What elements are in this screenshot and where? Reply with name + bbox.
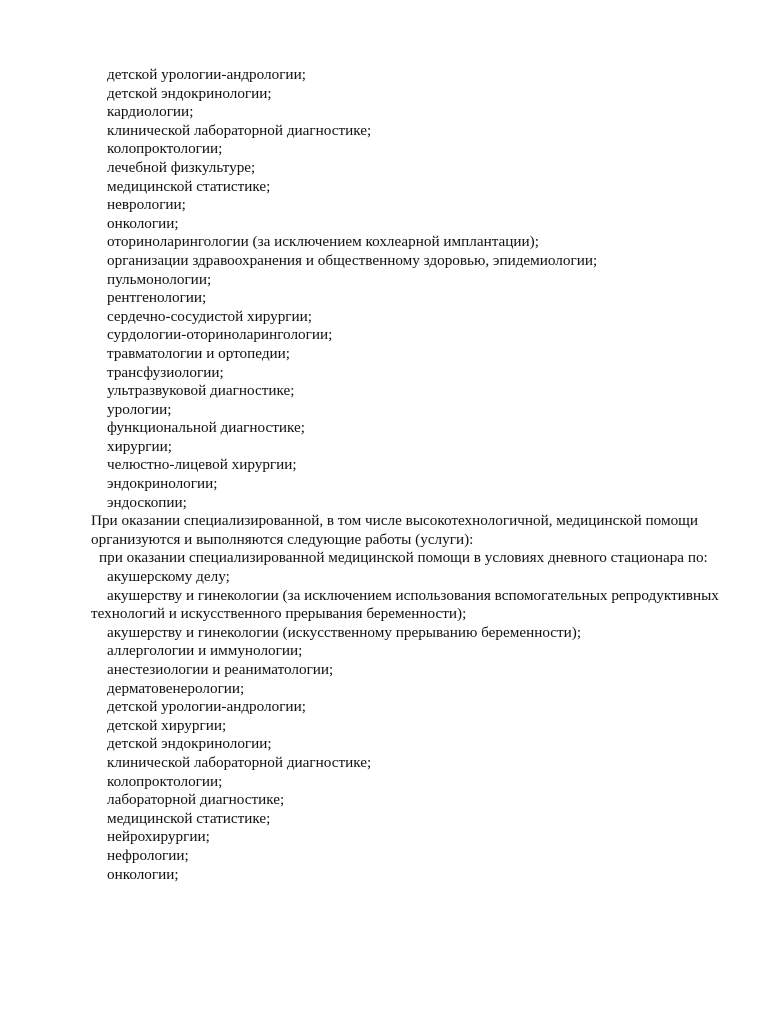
list-item: лечебной физкультуре; <box>107 158 256 176</box>
list-item: нефрологии; <box>107 846 189 864</box>
list-item: детской хирургии; <box>107 716 227 734</box>
list-item: онкологии; <box>107 214 179 232</box>
day-hospital-subheading: при оказании специализированной медицинской помощи в условиях дневного стационара по: <box>99 549 708 567</box>
list-item: детской урологии-андрологии; <box>107 698 306 716</box>
list-item: челюстно-лицевой хирургии; <box>107 456 297 474</box>
list-item: колопроктологии; <box>107 140 223 158</box>
list-item: дерматовенерологии; <box>107 679 245 697</box>
list-item: сердечно-сосудистой хирургии; <box>107 307 313 325</box>
list-item: анестезиологии и реаниматологии; <box>107 661 334 678</box>
list-item: эндоскопии; <box>107 493 187 511</box>
list-item-wrapped-line-2: технологий и искусственного прерывания беременности); <box>91 605 467 623</box>
list-item: сурдологии-оториноларингологии; <box>107 326 333 344</box>
list-item: медицинской статистике; <box>107 177 271 195</box>
work-list-day-hospital <box>0 568 770 884</box>
list-item: нейрохирургии; <box>107 828 210 846</box>
list-item: онкологии; <box>107 865 179 883</box>
list-item: неврологии; <box>107 196 186 214</box>
list-item: ультразвуковой диагностике; <box>107 382 295 400</box>
list-item-wrapped-line-1: акушерству и гинекологии (за исключением использования вспомогательных репродуктивных <box>107 586 719 604</box>
list-item: оториноларингологии (за исключением кохлеарной имплантации); <box>107 233 539 251</box>
list-item: рентгенологии; <box>107 289 207 307</box>
list-item: колопроктологии; <box>107 772 223 790</box>
list-item: организации здравоохранения и общественному здоровью, эпидемиологии; <box>107 251 598 269</box>
list-item: детской эндокринологии; <box>107 84 272 102</box>
list-item: аллергологии и иммунологии; <box>107 642 303 660</box>
list-item: лабораторной диагностике; <box>107 791 285 809</box>
list-item: пульмонологии; <box>107 270 212 288</box>
list-item: урологии; <box>107 400 172 418</box>
list-item: клинической лабораторной диагностике; <box>107 753 372 771</box>
list-item: травматологии и ортопедии; <box>107 344 291 362</box>
list-item: детской урологии-андрологии; <box>107 66 306 83</box>
list-item: трансфузиологии; <box>107 363 224 381</box>
work-list-primary <box>0 66 770 512</box>
document-page <box>0 66 770 884</box>
list-item: детской эндокринологии; <box>107 735 272 753</box>
list-item: функциональной диагностике; <box>107 419 305 437</box>
list-item: хирургии; <box>107 437 173 455</box>
list-item: акушерству и гинекологии (искусственному прерыванию беременности); <box>107 623 582 641</box>
list-item: клинической лабораторной диагностике; <box>107 121 372 139</box>
list-item: эндокринологии; <box>107 475 218 493</box>
paragraph-line-2: организуются и выполняются следующие работы (услуги): <box>91 530 474 548</box>
list-item: кардиологии; <box>107 103 194 121</box>
paragraph-line-1: При оказании специализированной, в том числе высокотехнологичной, медицинской помощи <box>91 512 699 530</box>
list-item: медицинской статистике; <box>107 809 271 827</box>
list-item: акушерскому делу; <box>107 568 230 586</box>
